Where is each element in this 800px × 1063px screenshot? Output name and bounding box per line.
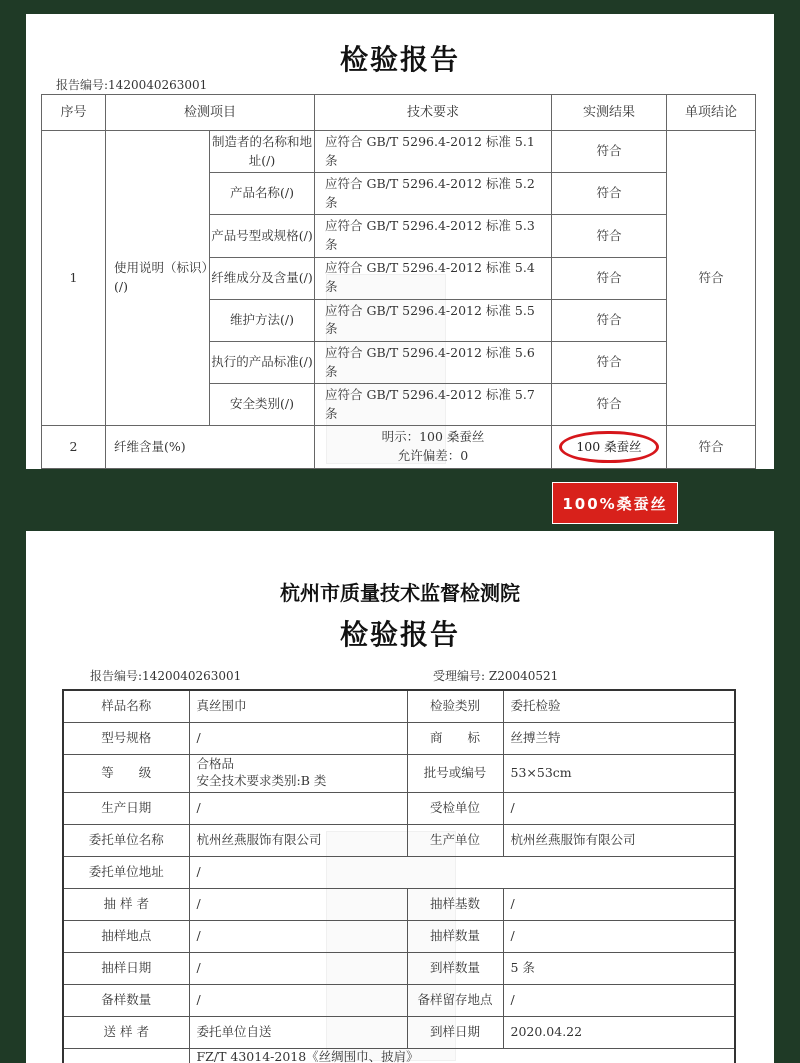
table-row — [63, 754, 735, 792]
table-row — [63, 792, 735, 824]
field-value: 5 条 — [503, 952, 735, 984]
acceptance-number: 受理编号: Z20040521 — [433, 669, 559, 683]
requirement-cell: 应符合 GB/T 5296.4-2012 标准 5.2 条 — [315, 173, 552, 215]
requirement-cell: 应符合 GB/T 5296.4-2012 标准 5.7 条 — [315, 384, 552, 426]
field-label: 受检单位 — [407, 792, 503, 824]
field-label: 备样数量 — [63, 984, 189, 1016]
field-value: 委托检验 — [503, 690, 735, 722]
result-cell: 符合 — [552, 215, 667, 257]
table-row — [63, 952, 735, 984]
field-value: / — [189, 952, 407, 984]
page-title: 检验报告 — [339, 618, 460, 651]
field-value: FZ/T 43014-2018《丝绸围巾、披肩》 — [189, 1048, 735, 1063]
grade-value: 合格品 — [196, 756, 235, 772]
field-value: / — [189, 792, 407, 824]
field-value: 真丝围巾 — [189, 690, 407, 722]
field-value: / — [503, 792, 735, 824]
field-value: / — [503, 984, 735, 1016]
table-row — [63, 984, 735, 1016]
result-cell: 符合 — [552, 299, 667, 341]
field-label: 到样数量 — [407, 952, 503, 984]
result-cell: 符合 — [552, 341, 667, 383]
requirement-cell — [315, 426, 552, 468]
field-label: 等 级 — [63, 754, 189, 792]
field-label: 委托单位地址 — [63, 856, 189, 888]
requirement-cell: 应符合 GB/T 5296.4-2012 标准 5.6 条 — [315, 341, 552, 383]
field-value — [189, 754, 407, 792]
field-value: 杭州丝燕服饰有限公司 — [503, 824, 735, 856]
field-value: 杭州丝燕服饰有限公司 — [189, 824, 407, 856]
page-title: 检验报告 — [339, 43, 460, 76]
result-cell: 符合 — [552, 131, 667, 173]
requirement-declared: 明示：100 桑蚕丝 — [381, 429, 485, 445]
requirement-tolerance: 允许偏差：0 — [397, 447, 469, 463]
result-cell — [552, 426, 667, 468]
item-name: 执行的产品标准(/) — [210, 341, 315, 383]
item-name: 产品名称(/) — [210, 173, 315, 215]
report-number: 报告编号:1420040263001 — [56, 78, 208, 92]
field-label: 抽样数量 — [407, 920, 503, 952]
header-cell: 序号 — [42, 95, 106, 131]
requirement-cell: 应符合 GB/T 5296.4-2012 标准 5.3 条 — [315, 215, 552, 257]
item-name: 制造者的名称和地址(/) — [210, 131, 315, 173]
highlight-oval: 100 桑蚕丝 — [559, 431, 658, 464]
table-header-row — [42, 95, 756, 131]
field-value: 53×53cm — [503, 754, 735, 792]
table-row — [63, 824, 735, 856]
result-cell: 符合 — [552, 257, 667, 299]
table-row — [42, 426, 756, 468]
field-value: / — [189, 856, 735, 888]
requirement-cell: 应符合 GB/T 5296.4-2012 标准 5.5 条 — [315, 299, 552, 341]
field-label: 型号规格 — [63, 722, 189, 754]
field-label: 批号或编号 — [407, 754, 503, 792]
field-label — [63, 1048, 189, 1063]
item-name: 纤维含量(%) — [106, 426, 315, 468]
field-label: 抽样地点 — [63, 920, 189, 952]
report-page-1 — [26, 14, 774, 469]
requirement-cell: 应符合 GB/T 5296.4-2012 标准 5.4 条 — [315, 257, 552, 299]
field-label: 生产日期 — [63, 792, 189, 824]
field-label: 备样留存地点 — [407, 984, 503, 1016]
field-label: 抽 样 者 — [63, 888, 189, 920]
sample-info-table — [62, 689, 736, 1063]
field-label: 抽样基数 — [407, 888, 503, 920]
table-row — [63, 1048, 735, 1063]
field-value: / — [189, 984, 407, 1016]
header-cell: 检测项目 — [106, 95, 315, 131]
result-cell: 符合 — [552, 384, 667, 426]
item-name: 纤维成分及含量(/) — [210, 257, 315, 299]
field-label: 抽样日期 — [63, 952, 189, 984]
field-label: 送 样 者 — [63, 1016, 189, 1048]
institute-name: 杭州市质量技术监督检测院 — [280, 581, 520, 605]
field-value: / — [189, 888, 407, 920]
item-name: 产品号型或规格(/) — [210, 215, 315, 257]
header-cell: 实测结果 — [552, 95, 667, 131]
item-name: 维护方法(/) — [210, 299, 315, 341]
field-value: / — [189, 920, 407, 952]
field-value: 委托单位自送 — [189, 1016, 407, 1048]
table-row — [63, 1016, 735, 1048]
requirement-cell: 应符合 GB/T 5296.4-2012 标准 5.1 条 — [315, 131, 552, 173]
table-row — [63, 690, 735, 722]
inspection-table — [41, 94, 756, 469]
table-row — [63, 856, 735, 888]
row-number: 2 — [42, 426, 106, 468]
category-cell: 使用说明（标识）(/) — [106, 131, 210, 426]
conclusion-cell: 符合 — [667, 426, 756, 468]
field-label: 商 标 — [407, 722, 503, 754]
field-value: / — [189, 722, 407, 754]
field-label: 样品名称 — [63, 690, 189, 722]
field-label: 委托单位名称 — [63, 824, 189, 856]
report-page-2 — [26, 531, 774, 1063]
header-cell: 单项结论 — [667, 95, 756, 131]
field-label: 到样日期 — [407, 1016, 503, 1048]
field-value: / — [503, 920, 735, 952]
table-row — [63, 888, 735, 920]
result-cell: 符合 — [552, 173, 667, 215]
report-number: 报告编号:1420040263001 — [90, 669, 242, 683]
row-number: 1 — [42, 131, 106, 426]
field-value: 2020.04.22 — [503, 1016, 735, 1048]
safety-category: 安全技术要求类别:B 类 — [196, 773, 327, 788]
field-label: 生产单位 — [407, 824, 503, 856]
table-row — [42, 131, 756, 173]
header-cell: 技术要求 — [315, 95, 552, 131]
conclusion-cell: 符合 — [667, 131, 756, 426]
table-row — [63, 920, 735, 952]
field-value: / — [503, 888, 735, 920]
field-value: 丝搏兰特 — [503, 722, 735, 754]
item-name: 安全类别(/) — [210, 384, 315, 426]
field-label: 检验类别 — [407, 690, 503, 722]
table-row — [63, 722, 735, 754]
silk-badge: 100%桑蚕丝 — [552, 482, 678, 524]
frame-band — [0, 469, 800, 531]
